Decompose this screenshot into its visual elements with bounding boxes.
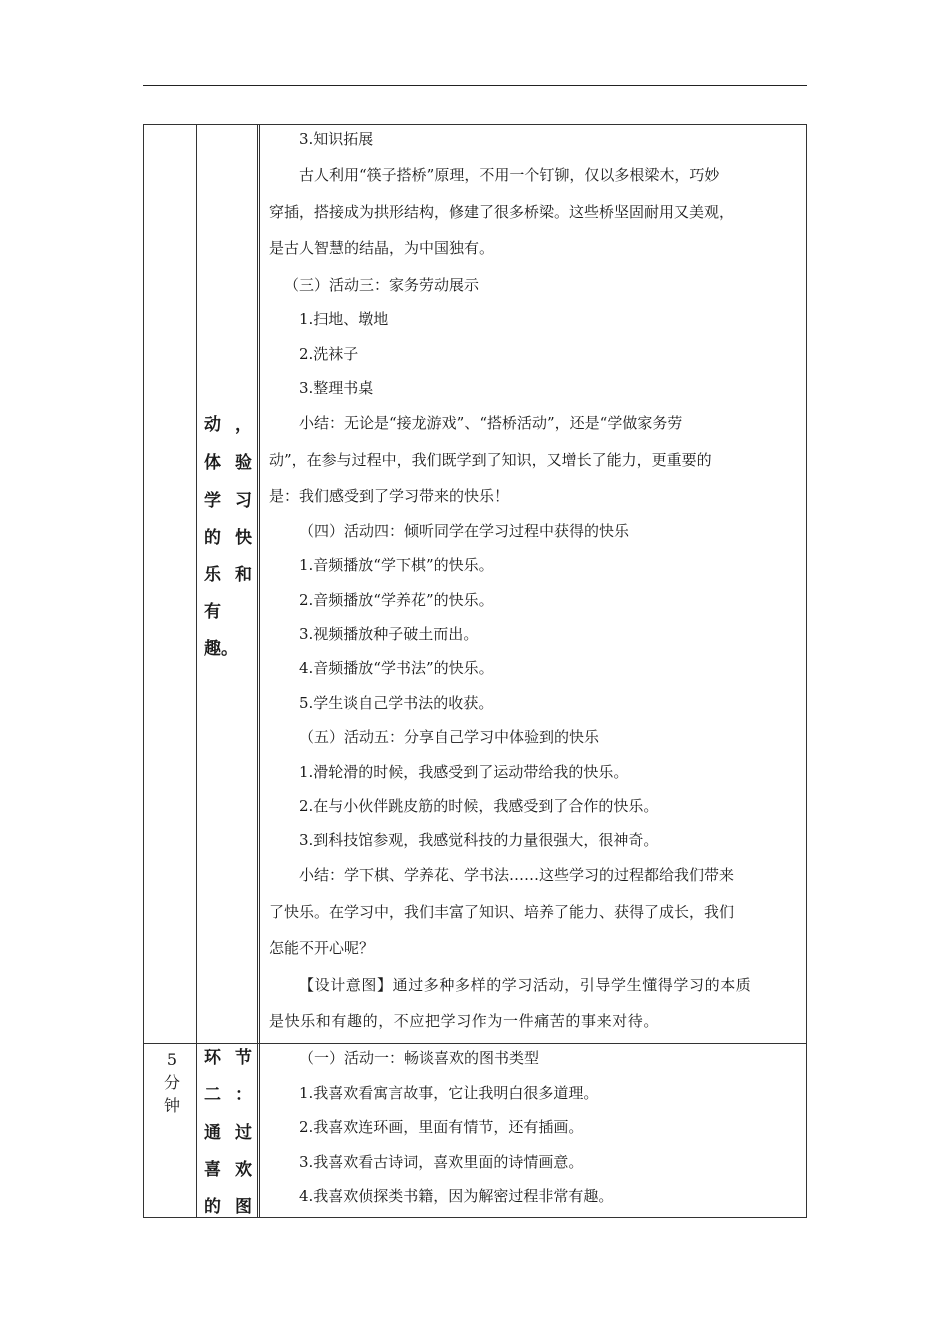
content-line: 3.视频播放种子破土而出。: [299, 625, 479, 643]
summary-line: 怎能不开心呢？: [269, 939, 375, 957]
content-line: 4.音频播放“学书法”的快乐。: [299, 659, 494, 677]
lesson-table: [143, 124, 807, 1218]
time-value: 5: [166, 1050, 178, 1069]
row-divider: [144, 1043, 806, 1044]
content-line: 4.我喜欢侦探类书籍，因为解密过程非常有趣。: [299, 1187, 614, 1205]
summary-line: 是：我们感受到了学习带来的快乐！: [269, 487, 510, 505]
step-label-line: 的 图: [204, 1197, 252, 1217]
content-line: 1.扫地、墩地: [299, 310, 389, 328]
step-label-line: 喜 欢: [204, 1160, 252, 1180]
step-label-line: 体 验: [204, 453, 252, 473]
content-line: 3.知识拓展: [299, 130, 374, 148]
content-line: 古人利用“筷子搭桥”原理，不用一个钉铆，仅以多根梁木，巧妙: [299, 166, 720, 184]
time-unit: 钟: [163, 1096, 180, 1115]
step-label-line: 通 过: [204, 1123, 252, 1143]
design-intent-line: 是快乐和有趣的，不应把学习作为一件痛苦的事来对待。: [269, 1012, 660, 1030]
content-line: 3.我喜欢看古诗词，喜欢里面的诗情画意。: [299, 1153, 584, 1171]
content-line: 2.音频播放“学养花”的快乐。: [299, 591, 494, 609]
summary-line: 小结：学下棋、学养花、学书法……这些学习的过程都给我们带来: [299, 866, 735, 884]
step-label-line: 的 快: [204, 528, 252, 548]
step-label-line: 动 ，: [204, 415, 252, 435]
step-label-line: 趣。: [204, 639, 238, 659]
step-label-line: 有: [204, 602, 221, 622]
content-line: 1.我喜欢看寓言故事，它让我明白很多道理。: [299, 1084, 599, 1102]
content-line: 穿插，搭接成为拱形结构，修建了很多桥梁。这些桥坚固耐用又美观，: [269, 203, 735, 221]
content-line: 1.音频播放“学下棋”的快乐。: [299, 556, 494, 574]
design-intent-line: 【设计意图】通过多种多样的学习活动，引导学生懂得学习的本质: [299, 976, 752, 994]
column-divider-step: [257, 125, 260, 1217]
activity-heading: （五）活动五：分享自己学习中体验到的快乐: [299, 728, 600, 746]
summary-line: 动”，在参与过程中，我们既学到了知识，又增长了能力，更重要的: [269, 451, 712, 469]
activity-heading: （四）活动四：倾听同学在学习过程中获得的快乐: [299, 522, 630, 540]
summary-line: 了快乐。在学习中，我们丰富了知识、培养了能力、获得了成长，我们: [269, 903, 735, 921]
content-line: 2.在与小伙伴跳皮筋的时候，我感受到了合作的快乐。: [299, 797, 659, 815]
content-line: 是古人智慧的结晶，为中国独有。: [269, 239, 495, 257]
content-line: 2.洗袜子: [299, 345, 359, 363]
step-label-line: 二 ：: [204, 1085, 252, 1105]
content-line: 2.我喜欢连环画，里面有情节，还有插画。: [299, 1118, 584, 1136]
step-label-line: 环 节: [204, 1048, 252, 1068]
content-line: 1.滑轮滑的时候，我感受到了运动带给我的快乐。: [299, 763, 629, 781]
column-divider-time: [196, 125, 197, 1217]
content-line: 5.学生谈自己学书法的收获。: [299, 694, 494, 712]
content-line: 3.整理书桌: [299, 379, 374, 397]
summary-line: 小结：无论是“接龙游戏”、“搭桥活动”，还是“学做家务劳: [299, 414, 683, 432]
content-line: 3.到科技馆参观，我感觉科技的力量很强大，很神奇。: [299, 831, 659, 849]
step-label-line: 乐 和: [204, 565, 252, 585]
activity-heading: （三）活动三：家务劳动展示: [284, 276, 480, 294]
time-unit: 分: [163, 1073, 180, 1092]
step-label-line: 学 习: [204, 491, 252, 511]
activity-heading: （一）活动一：畅谈喜欢的图书类型: [299, 1049, 540, 1067]
header-rule: [143, 85, 807, 86]
